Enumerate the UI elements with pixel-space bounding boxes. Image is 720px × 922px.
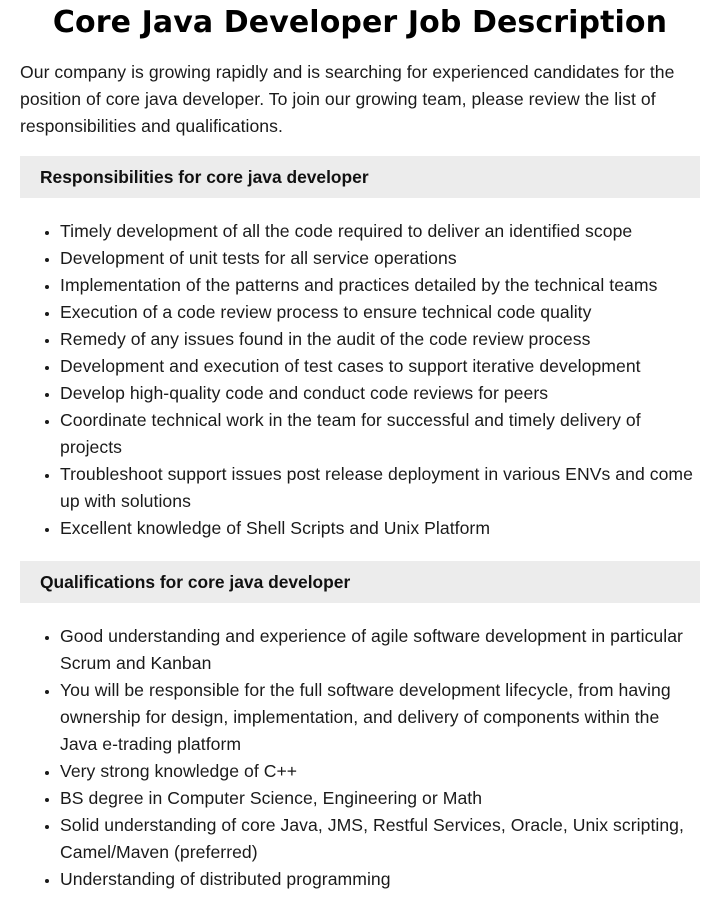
list-item: • You will be responsible for the full software development lifecycle, from having ownership for design, implementation, and delivery of components within the Java e-trading platform [60,677,700,758]
list-item: • Excellent knowledge of Shell Scripts and Unix Platform [60,515,700,542]
responsibilities-list [20,218,700,542]
list-item: • Develop high-quality code and conduct code reviews for peers [60,380,700,407]
responsibilities-heading: Responsibilities for core java developer [20,156,700,198]
qualifications-list [20,623,700,893]
list-item: • Troubleshoot support issues post release deployment in various ENVs and come up with solutions [60,461,700,515]
list-item: • Execution of a code review process to ensure technical code quality [60,299,700,326]
page-title: Core Java Developer Job Description [52,5,668,40]
list-item: • Implementation of the patterns and practices detailed by the technical teams [60,272,700,299]
list-item: • Coordinate technical work in the team for successful and timely delivery of projects [60,407,700,461]
list-item: • Understanding of distributed programming [60,866,700,893]
qualifications-heading: Qualifications for core java developer [20,561,700,603]
list-item: • Development of unit tests for all service operations [60,245,700,272]
intro-paragraph: Our company is growing rapidly and is searching for experienced candidates for the position of core java developer. To join our growing team, please review the list of responsibilities and qualifications. [20,62,675,136]
list-item: • Good understanding and experience of agile software development in particular Scrum and Kanban [60,623,700,677]
list-item: • Timely development of all the code required to deliver an identified scope [60,218,700,245]
list-item: • Solid understanding of core Java, JMS, Restful Services, Oracle, Unix scripting, Camel/Maven (preferred) [60,812,700,866]
list-item: • Remedy of any issues found in the audit of the code review process [60,326,700,353]
list-item: • Development and execution of test cases to support iterative development [60,353,700,380]
list-item: • BS degree in Computer Science, Engineering or Math [60,785,700,812]
list-item: • Very strong knowledge of C++ [60,758,700,785]
